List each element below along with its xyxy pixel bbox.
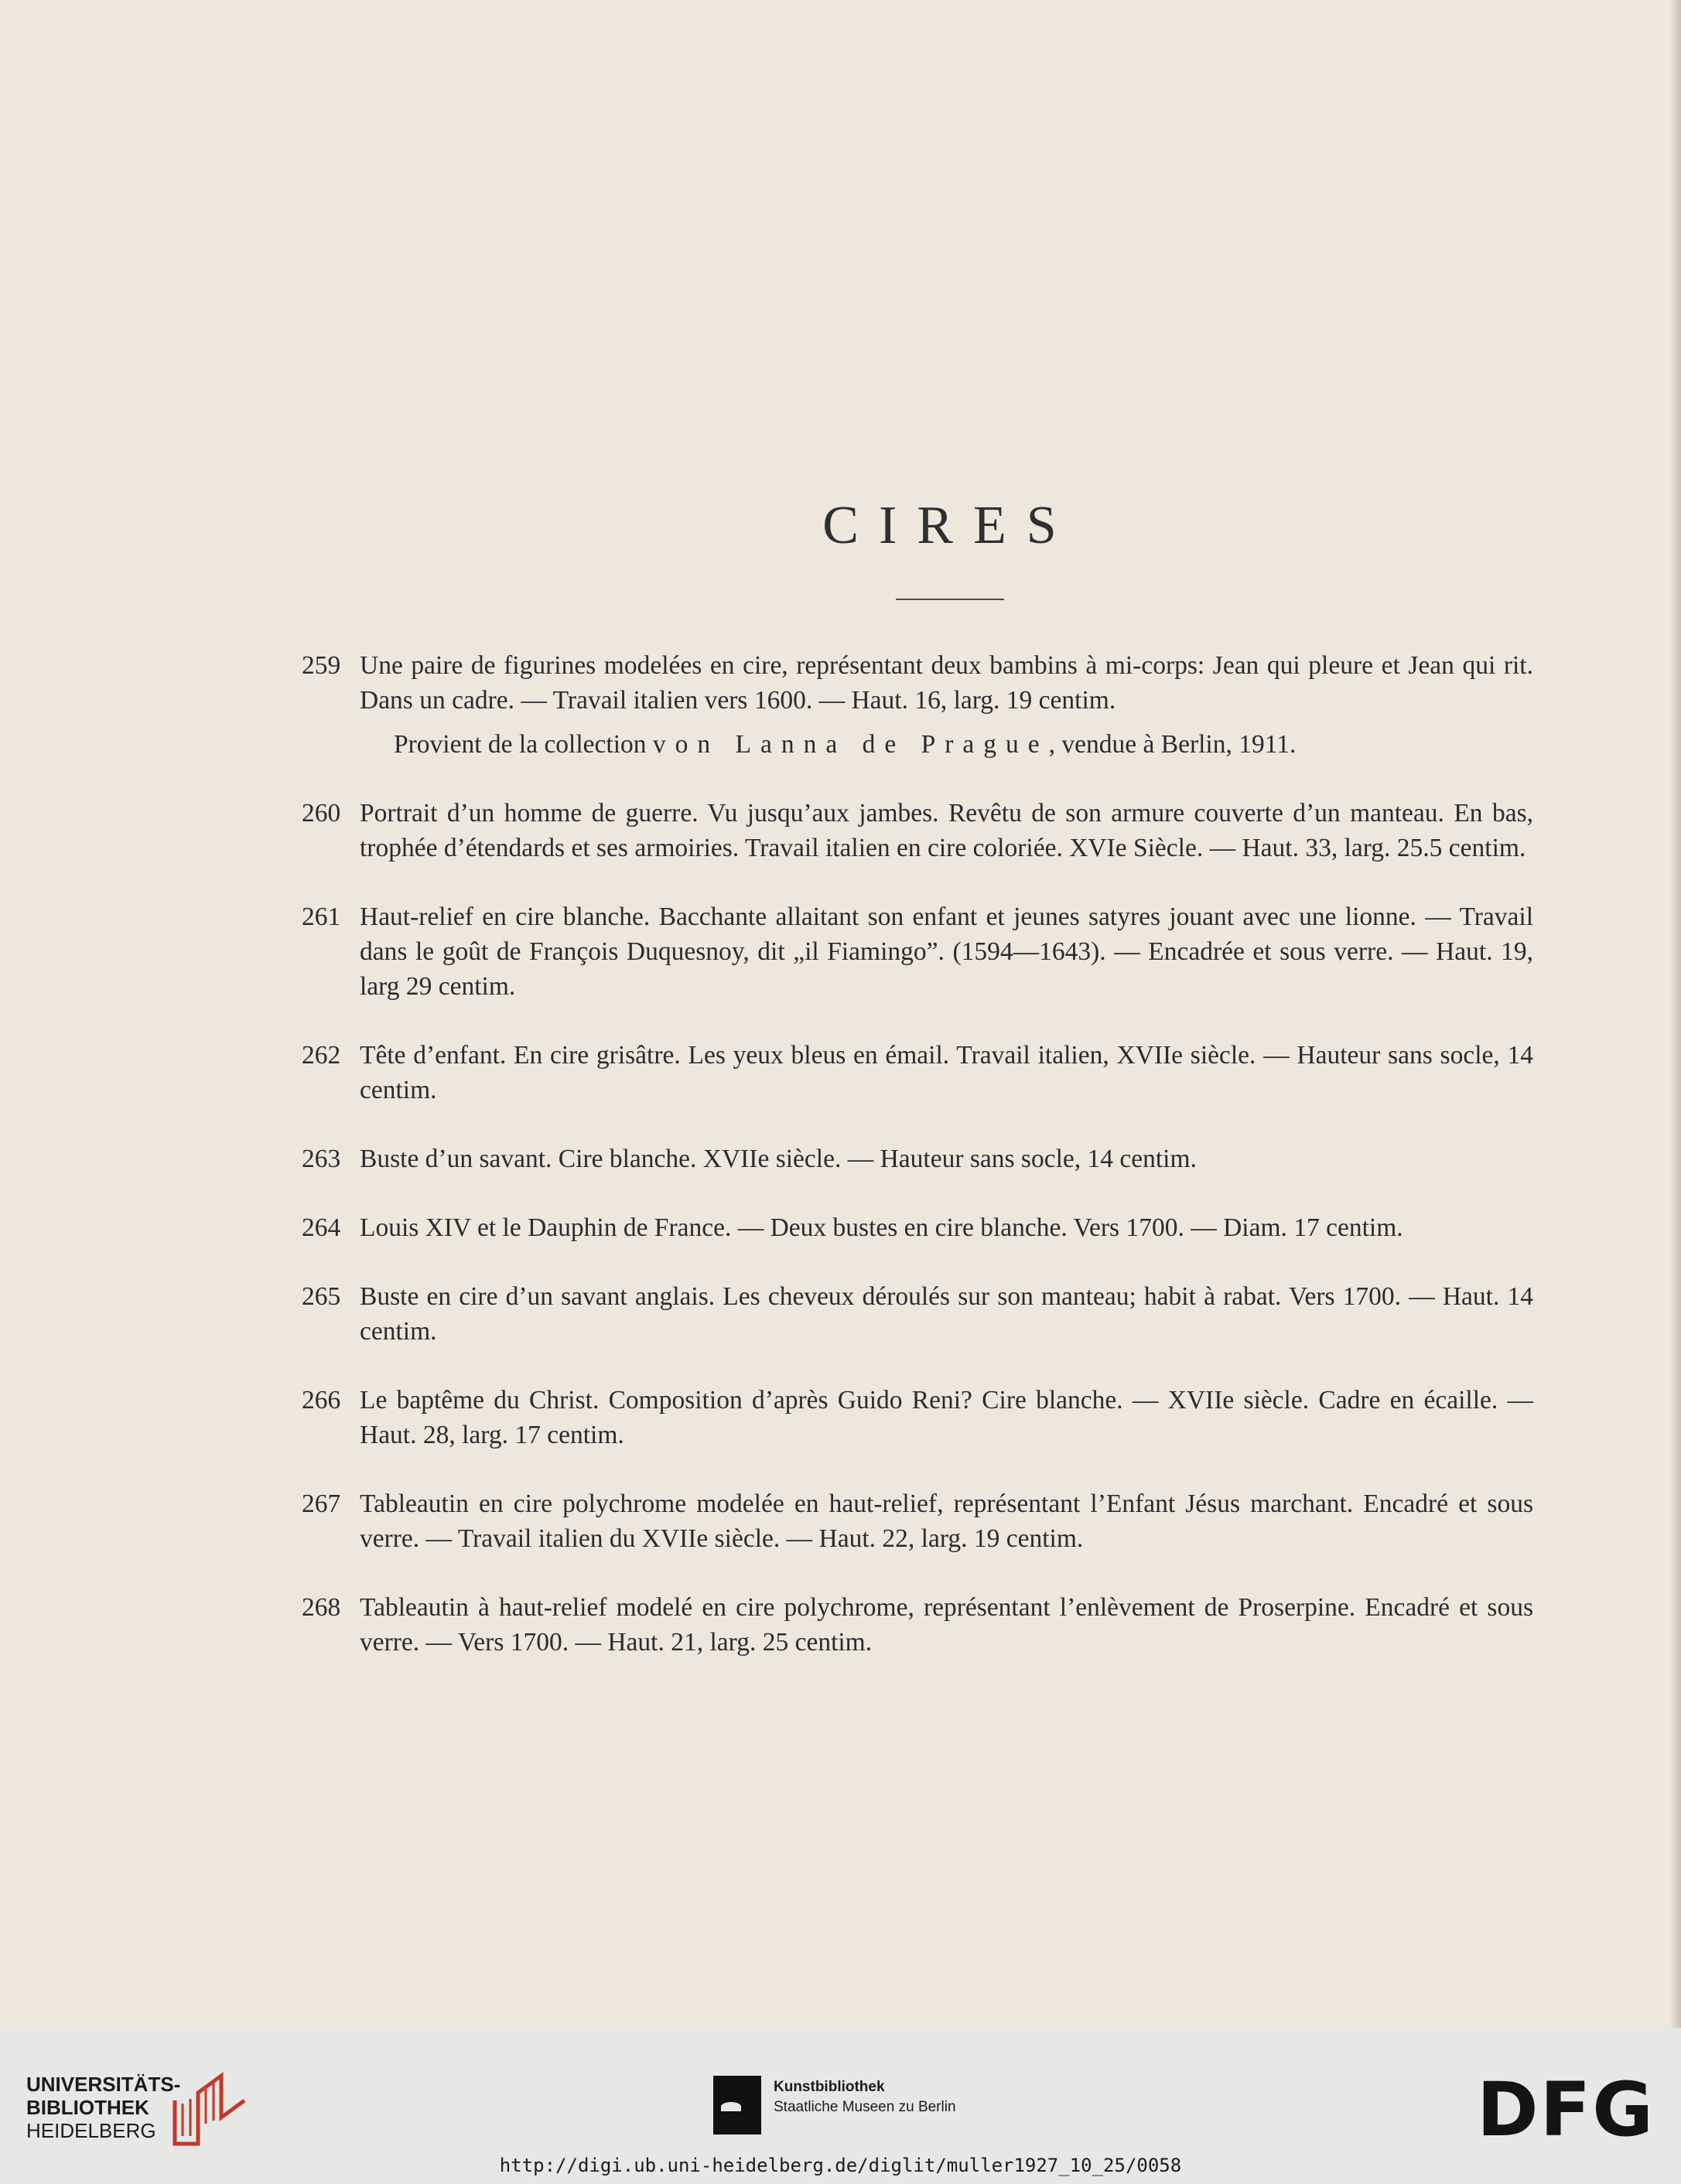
entry-number: 267 [302, 1490, 341, 1518]
entry-number: 263 [302, 1145, 341, 1173]
entry-text: Louis XIV et le Dauphin de France. — Deux bustes en cire blanche. Vers 1700. — Diam. 17 centim. [360, 1213, 1403, 1242]
entry-text: Haut-relief en cire blanche. Bacchante allaitant son enfant et jeunes satyres jouant avec une lionne. — Travail dans le goût de François Duquesnoy, dit „il Fiamingo”. (1594—1643). — Encadrée et sous verre. — Haut. 19, larg 29 centim. [360, 903, 1533, 1001]
section-title: CIRES [822, 496, 1077, 555]
provenance-prefix: Provient de la collection [394, 730, 653, 759]
source-url[interactable]: http://digi.ub.uni-heidelberg.de/diglit/muller1927_10_25/0058 [499, 2155, 1182, 2176]
catalogue-entry [302, 1590, 1533, 1660]
catalogue-entry [302, 1279, 1533, 1349]
entry-number: 268 [302, 1593, 341, 1622]
entry-number: 266 [302, 1386, 341, 1414]
catalogue-entries [302, 648, 1533, 1694]
entry-text: Buste d’un savant. Cire blanche. XVIIe siècle. — Hauteur sans socle, 14 centim. [360, 1145, 1197, 1173]
entry-text: Le baptême du Christ. Composition d’après Guido Reni? Cire blanche. — XVIIe siècle. Cadre en écaille. — Haut. 28, larg. 17 centim. [360, 1386, 1533, 1449]
entry-number: 259 [302, 651, 341, 680]
entry-text: Tableautin en cire polychrome modelée en haut-relief, représentant l’Enfant Jésus marchant. Encadré et sous verre. — Travail italien du XVIIe siècle. — Haut. 22, larg. 19 centim. [360, 1490, 1533, 1553]
entry-text: Une paire de figurines modelées en cire, représentant deux bambins à mi-corps: Jean qui pleure et Jean qui rit. Dans un cadre. — Travail italien vers 1600. — Haut. 16, larg. 19 centim. [360, 651, 1533, 715]
catalogue-entry [302, 1486, 1533, 1556]
entry-number: 262 [302, 1041, 341, 1070]
uni-line-3: HEIDELBERG [26, 2119, 156, 2142]
entry-number: 265 [302, 1282, 341, 1311]
title-rule [896, 599, 1004, 600]
kunstbibliothek-logo-text [774, 2077, 956, 2117]
entry-text: Portrait d’un homme de guerre. Vu jusqu’aux jambes. Revêtu de son armure couverte d’un manteau. En bas, trophée d’étendards et ses armoiries. Travail italien en cire coloriée. XVIe Siècle. — Haut. 33, larg. 25.5 centim. [360, 799, 1533, 862]
catalogue-entry [302, 1141, 1533, 1176]
catalogue-entry [302, 1038, 1533, 1107]
entry-provenance [360, 727, 1533, 762]
entry-text: Tête d’enfant. En cire grisâtre. Les yeux bleus en émail. Travail italien, XVIIe siècle. — Hauteur sans socle, 14 centim. [360, 1041, 1533, 1104]
kb-line-1: Kunstbibliothek [774, 2079, 885, 2095]
entry-number: 264 [302, 1213, 341, 1242]
uni-line-2: BIBLIOTHEK [26, 2096, 149, 2119]
university-library-logo-text [26, 2073, 180, 2142]
catalogue-entry [302, 1383, 1533, 1452]
uni-line-1: UNIVERSITÄTS- [26, 2073, 181, 2096]
catalogue-entry [302, 899, 1533, 1004]
catalogue-entry [302, 648, 1533, 762]
entry-text: Tableautin à haut-relief modelé en cire polychrome, représentant l’enlèvement de Proserpine. Encadré et sous verre. — Vers 1700. — Haut. 21, larg. 25 centim. [360, 1593, 1533, 1657]
catalogue-entry [302, 796, 1533, 865]
provenance-collection: von Lanna de Prague [652, 730, 1049, 759]
entry-number: 261 [302, 903, 341, 931]
catalogue-entry [302, 1210, 1533, 1245]
university-library-logo-icon [167, 2070, 252, 2147]
entry-text: Buste en cire d’un savant anglais. Les cheveux déroulés sur son manteau; habit à rabat. Vers 1700. — Haut. 14 centim. [360, 1282, 1533, 1346]
kunstbibliothek-logo-icon [713, 2076, 761, 2135]
digitization-footer [0, 2028, 1681, 2184]
dfg-logo: DFG [1476, 2066, 1655, 2153]
kb-line-2: Staatliche Museen zu Berlin [774, 2099, 956, 2115]
entry-number: 260 [302, 799, 341, 828]
provenance-suffix: , vendue à Berlin, 1911. [1048, 730, 1297, 759]
